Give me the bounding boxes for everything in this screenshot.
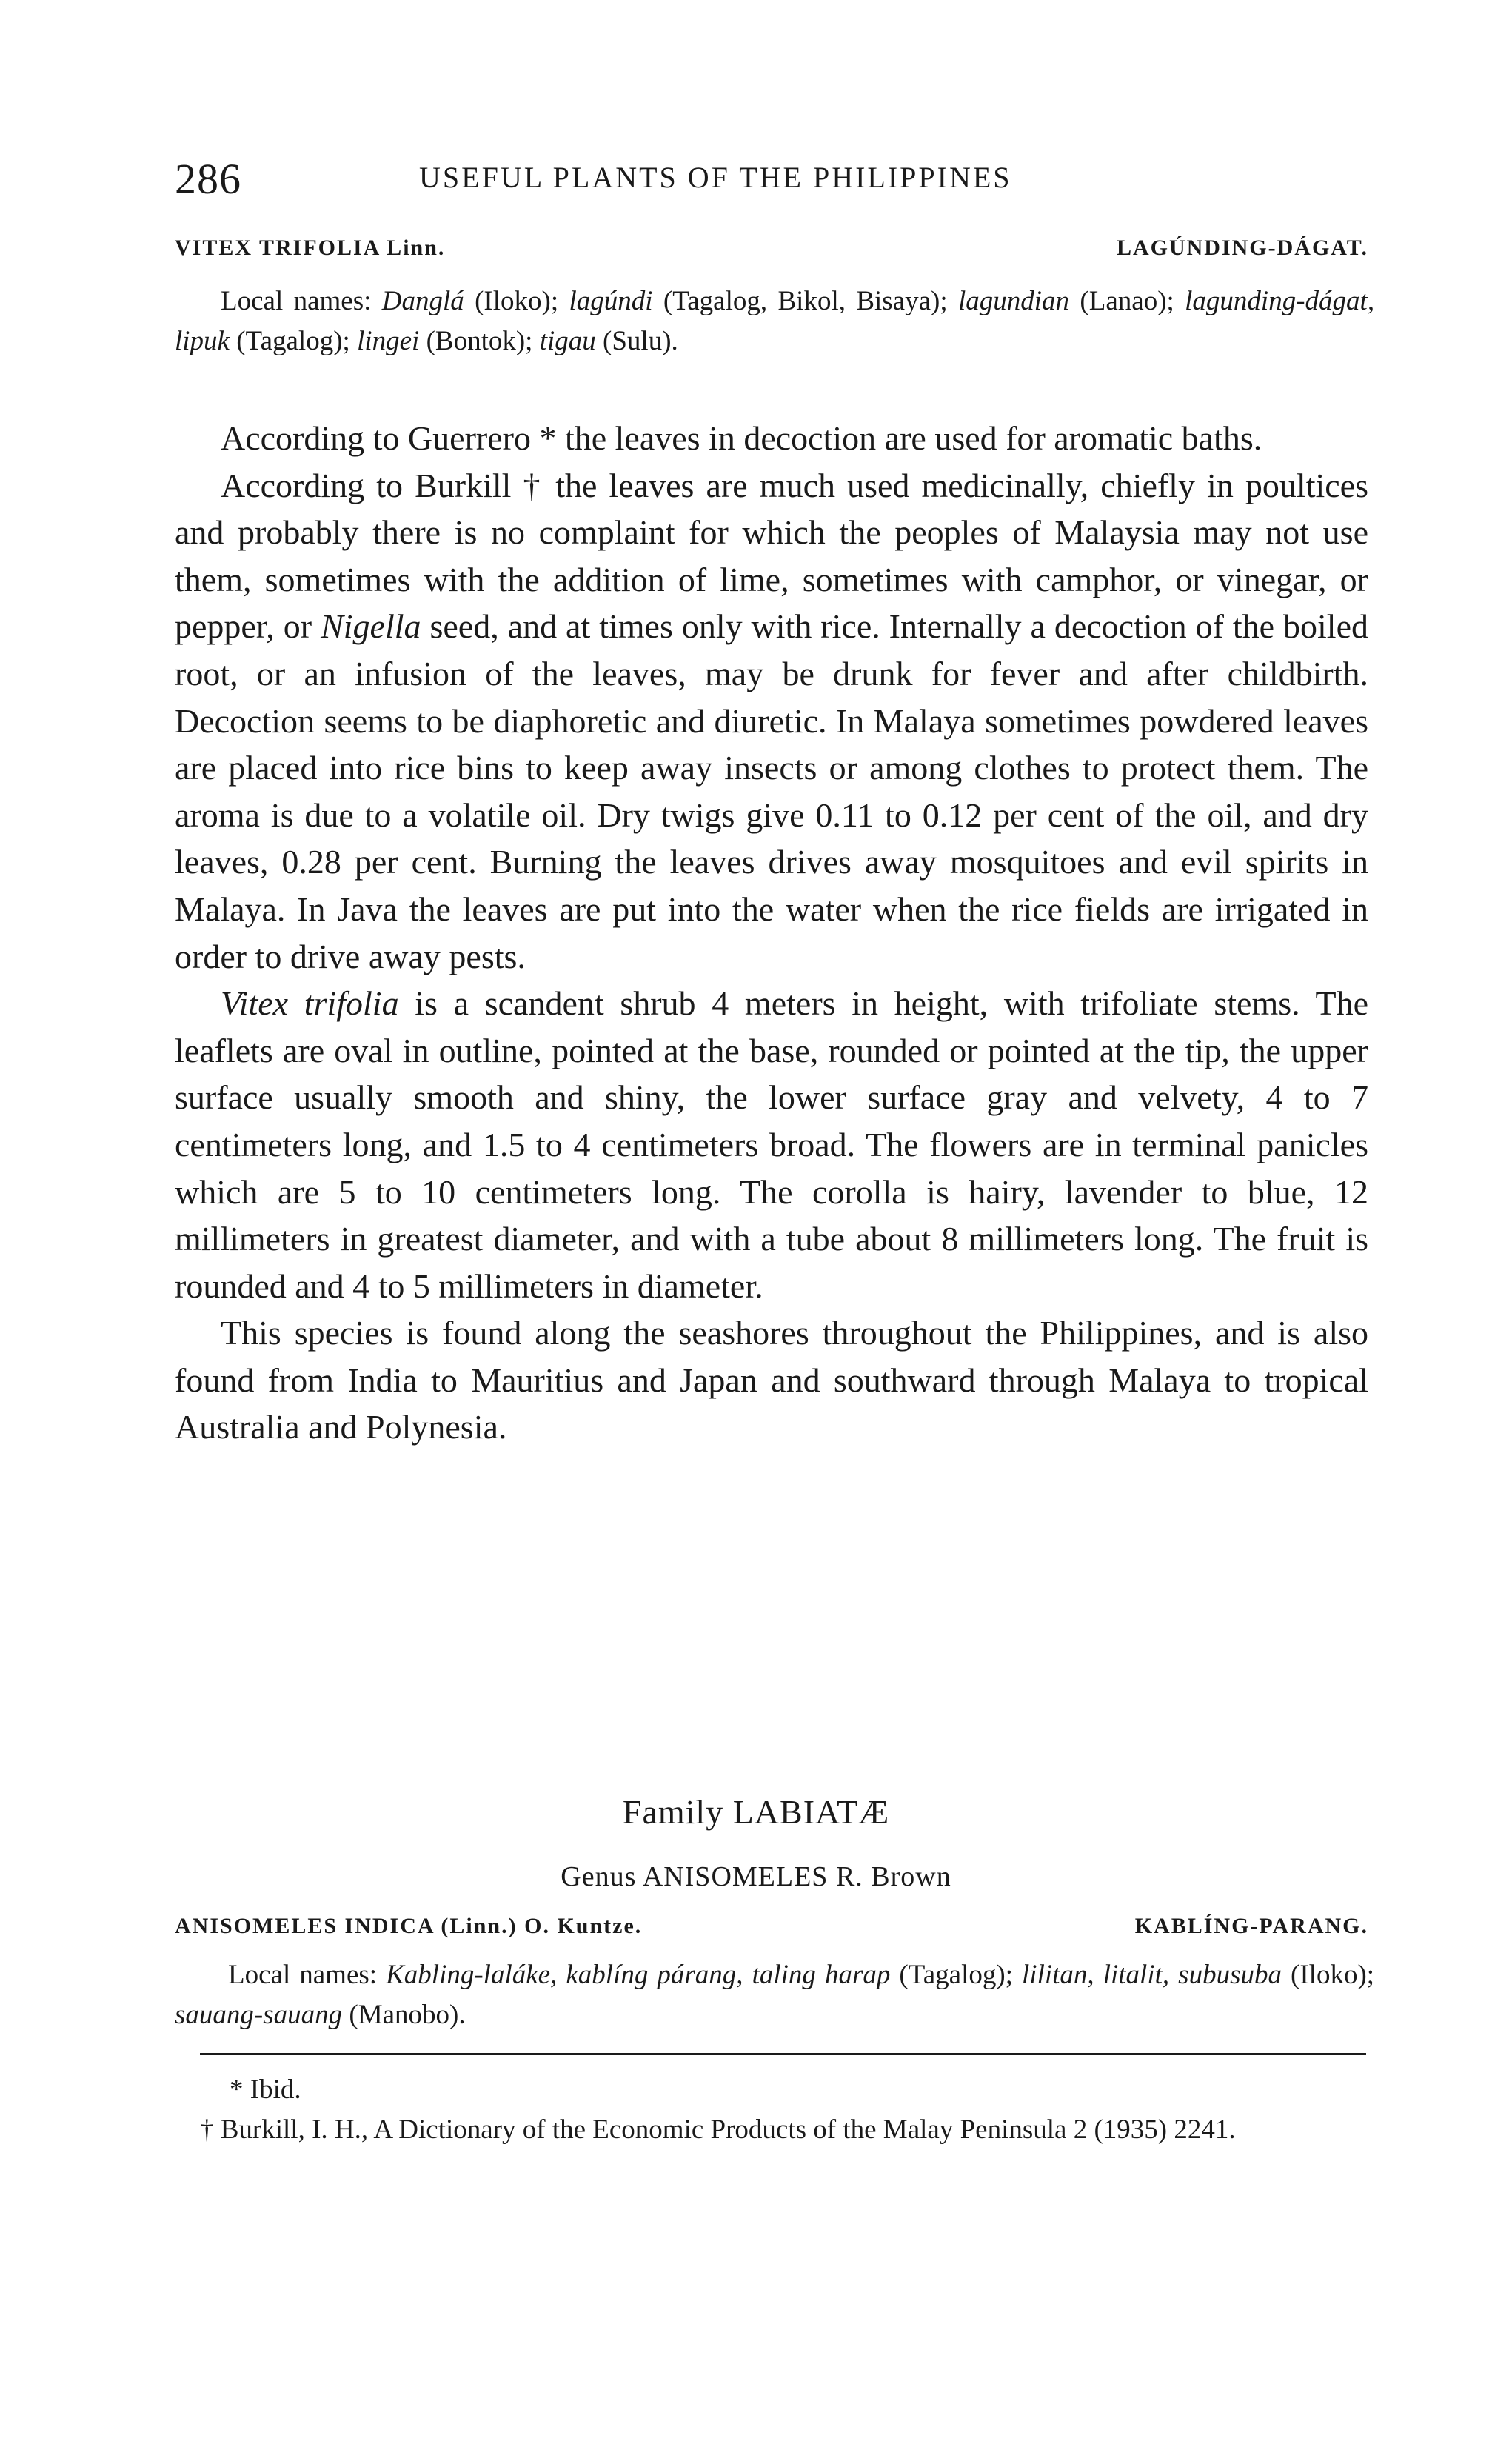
local-names-anisomeles — [175, 1955, 1374, 2035]
local-names-vitex — [175, 281, 1374, 361]
local-name: lingei — [357, 326, 420, 356]
paragraph-guerrero: According to Guerrero * the leaves in decoction are used for aromatic baths. — [221, 419, 1262, 457]
footnotes — [200, 2070, 1366, 2150]
genus-heading: Genus ANISOMELES R. Brown — [561, 1861, 951, 1892]
family-heading: Family LABIATÆ — [622, 1793, 890, 1831]
scientific-name: ANISOMELES INDICA (Linn.) O. Kuntze. — [175, 1914, 643, 1938]
page-header — [175, 154, 1352, 213]
italic-term: Nigella — [321, 607, 421, 646]
paragraph-description: Vitex trifolia is a scandent shrub 4 meters in height, with trifoliate stems. The leaflets are oval in outline, pointed at the base, rounded or pointed at the tip, the upper surface usually smooth and shiny, the lower surface gray and velvety, 4 to 7 centimeters long, and 1.5 to 4 centimeters broad. The flowers are in terminal panicles which are 5 to 10 centimeters long. The corolla is hairy, lavender to blue, 12 millimeters in greatest diameter, and with a tube about 8 millimeters long. The fruit is rounded and 4 to 5 millimeters in diameter. — [175, 984, 1369, 1305]
local-name: Kabling-laláke, kablíng párang, taling harap — [386, 1960, 891, 1990]
paragraph-distribution: This species is found along the seashores throughout the Philippines, and is also found from India to Mauritius and Japan and southward through Malaya to tropical Australia and Polynesia. — [175, 1314, 1368, 1446]
local-name: tigau — [539, 326, 596, 356]
local-name-region: (Tagalog); — [236, 326, 350, 356]
footnote-ibid: * Ibid. — [230, 2074, 301, 2105]
local-name-region: (Manobo). — [349, 2000, 466, 2030]
body-text — [175, 415, 1368, 1451]
local-name-region: (Lanao); — [1080, 286, 1174, 316]
common-name: KABLÍNG-PARANG. — [1134, 1914, 1368, 1938]
local-name: lagundian — [958, 286, 1070, 316]
local-name-region: (Iloko); — [1291, 1960, 1375, 1990]
italic-species-name: Vitex trifolia — [221, 984, 399, 1023]
common-name: LAGÚNDING-DÁGAT. — [1116, 236, 1368, 260]
page-number: 286 — [175, 155, 241, 203]
footnote-divider — [200, 2053, 1366, 2055]
local-name-region: (Bontok); — [426, 326, 533, 356]
local-name: lagunding-dágat, lipuk — [175, 286, 1375, 356]
running-title: USEFUL PLANTS OF THE PHILIPPINES — [419, 161, 1012, 194]
local-name-region: (Sulu). — [603, 326, 678, 356]
local-name: lilitan, litalit, subusuba — [1022, 1960, 1282, 1990]
local-name-region: (Tagalog, Bikol, Bisaya); — [663, 286, 948, 316]
local-name: Danglá — [381, 286, 464, 316]
local-names-label: Local names: — [221, 286, 372, 316]
local-name-region: (Iloko); — [475, 286, 559, 316]
local-name: sauang-sauang — [175, 2000, 343, 2030]
local-name-region: (Tagalog); — [899, 1960, 1013, 1990]
local-name: lagúndi — [569, 286, 653, 316]
local-names-label: Local names: — [228, 1960, 378, 1990]
paragraph-burkill: According to Burkill † the leaves are much used medicinally, chiefly in poultices and probably there is no complaint for which the peoples of Malaysia may not use them, sometimes with the addition of lime, sometimes with camphor, or vinegar, or pepper, or Nigella seed, and at times only with rice. Internally a decoction of the boiled root, or an infusion of the leaves, may be drunk for fever and after childbirth. Decoction seems to be diaphoretic and diuretic. In Malaya sometimes powdered leaves are placed into rice bins to keep away insects or among clothes to protect them. The aroma is due to a volatile oil. Dry twigs give 0.11 to 0.12 per cent of the oil, and dry leaves, 0.28 per cent. Burning the leaves drives away mosquitoes and evil spirits in Malaya. In Java the leaves are put into the water when the rice fields are irrigated in order to drive away pests. — [175, 466, 1369, 975]
scientific-name: VITEX TRIFOLIA Linn. — [175, 236, 446, 260]
footnote-burkill: † Burkill, I. H., A Dictionary of the Economic Products of the Malay Peninsula 2 (1935) 2241. — [200, 2114, 1236, 2145]
